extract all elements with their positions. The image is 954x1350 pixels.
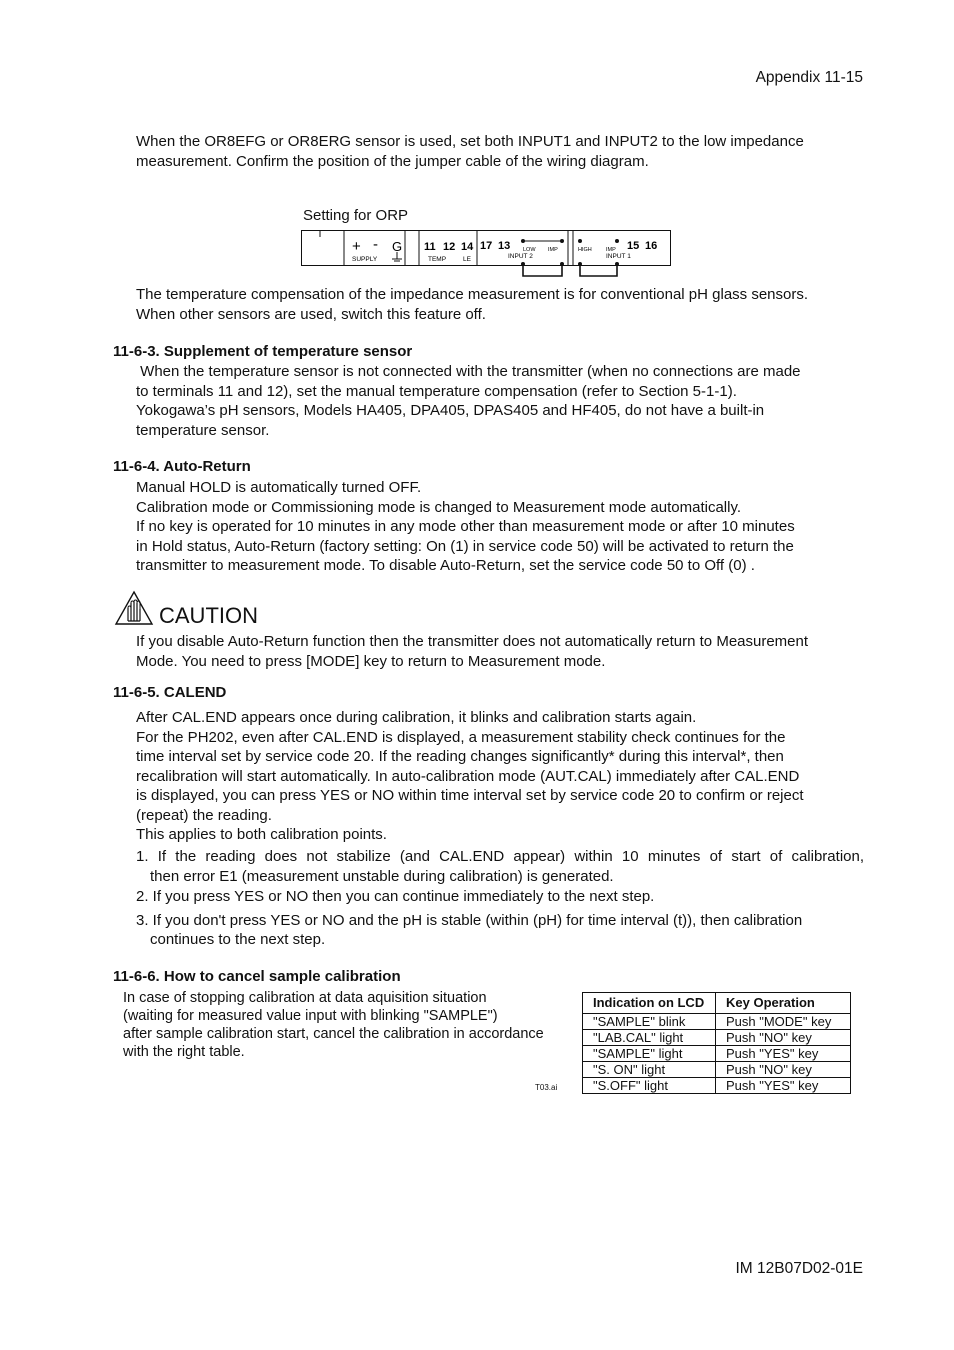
section-11-6-3-body: [136, 362, 801, 440]
table-cell: Push "MODE" key: [716, 1014, 851, 1030]
figure-ref: T03.ai: [535, 1083, 558, 1092]
intro-paragraph: [136, 132, 804, 171]
body-line: This applies to both calibration points.: [136, 826, 387, 843]
terminal-13: 13: [498, 240, 511, 252]
caution-title: CAUTION: [159, 603, 258, 628]
body-line: Mode. You need to press [MODE] key to return to Measurement mode.: [136, 652, 606, 670]
section-heading-11-6-6: 11-6-6. How to cancel sample calibration: [113, 968, 401, 985]
caution-hand-icon: [114, 590, 154, 626]
body-line: to terminals 11 and 12), set the manual temperature compensation (refer to Section 5-1-1).: [136, 382, 737, 400]
diagram-caption: Setting for ORP: [303, 207, 409, 224]
table-cell: Push "YES" key: [716, 1046, 851, 1062]
list-item: 1. If the reading does not stabilize (and CAL.END appear) within 10 minutes of start of calibration,: [136, 848, 864, 865]
intro-line: When the OR8EFG or OR8ERG sensor is used, set both INPUT1 and INPUT2 to the low impedance: [136, 133, 804, 150]
body-line: After CAL.END appears once during calibration, it blinks and calibration starts again.: [136, 709, 697, 726]
input2-label: INPUT 2: [508, 253, 533, 260]
table-cell: "S. ON" light: [583, 1062, 716, 1078]
body-line: in Hold status, Auto-Return (factory setting: On (1) in service code 50) will be activated to return the: [136, 537, 794, 555]
terminal-12: 12: [443, 241, 456, 253]
section-11-6-5-body: [136, 708, 864, 845]
tempcomp-paragraph: [136, 285, 808, 324]
minus-symbol: -: [373, 236, 378, 253]
body-line: after sample calibration start, cancel the calibration in accordance: [123, 1026, 544, 1042]
terminal-14: 14: [461, 241, 474, 253]
body-line: transmitter to measurement mode. To disable Auto-Return, set the service code 50 to Off (0) .: [136, 557, 755, 574]
terminal-17: 17: [480, 240, 493, 252]
body-line: temperature sensor.: [136, 421, 270, 439]
low-label: LOW: [523, 247, 536, 253]
plus-symbol: +: [352, 238, 361, 255]
table-row: [583, 1030, 851, 1046]
body-line: Manual HOLD is automatically turned OFF.: [136, 479, 422, 496]
body-line: If no key is operated for 10 minutes in any mode other than measurement mode or after 10 minutes: [136, 518, 795, 535]
table-row: [583, 1078, 851, 1094]
body-line: Yokogawa’s pH sensors, Models HA405, DPA405, DPAS405 and HF405, do not have a built-in: [136, 402, 765, 419]
section-11-6-6-body: [123, 989, 544, 1061]
body-line: When the temperature sensor is not connected with the transmitter (when no connections are made: [136, 363, 801, 380]
body-line: If you disable Auto-Return function then the transmitter does not automatically return to Measurement: [136, 633, 809, 650]
jumper-pin: [521, 239, 525, 243]
temp-label: TEMP: [428, 256, 447, 263]
table-header-cell: Key Operation: [716, 993, 851, 1014]
table-row: [583, 1046, 851, 1062]
table-header-cell: Indication on LCD: [583, 993, 716, 1014]
section-heading-11-6-3: 11-6-3. Supplement of temperature sensor: [113, 343, 413, 360]
body-line: (waiting for measured value input with blinking "SAMPLE"): [123, 1008, 498, 1024]
section-heading-11-6-5: 11-6-5. CALEND: [113, 684, 227, 701]
list-item-continuation: then error E1 (measurement unstable during calibration) is generated.: [150, 867, 614, 885]
body-line: For the PH202, even after CAL.END is displayed, a measurement stability check continues for the: [136, 728, 786, 746]
imp1-label: IMP: [606, 247, 616, 253]
imp-label: IMP: [548, 247, 558, 253]
table-row: [583, 1014, 851, 1030]
body-line: time interval set by service code 20. If the reading changes significantly* during this interval*, then: [136, 748, 784, 765]
table-cell: "SAMPLE" light: [583, 1046, 716, 1062]
list-item: 2. If you press YES or NO then you can continue immediately to the next step.: [136, 888, 655, 905]
list-item-continuation: continues to the next step.: [150, 931, 326, 948]
page-header: Appendix 11-15: [755, 69, 863, 86]
table-cell: Push "YES" key: [716, 1078, 851, 1094]
section-heading-11-6-4: 11-6-4. Auto-Return: [113, 458, 251, 475]
intro-line: measurement. Confirm the position of the jumper cable of the wiring diagram.: [136, 152, 649, 170]
terminal-15: 15: [627, 240, 640, 252]
list-item: 3. If you don't press YES or NO and the pH is stable (within (pH) for time interval (t)), then calibration: [136, 911, 803, 929]
le-label: LE: [463, 256, 471, 263]
table-cell: "SAMPLE" blink: [583, 1014, 716, 1030]
body-line: with the right table.: [123, 1044, 245, 1060]
input1-label: INPUT 1: [606, 253, 631, 260]
high-label: HIGH: [578, 247, 592, 253]
table-row: [583, 1062, 851, 1078]
table-cell: Push "NO" key: [716, 1062, 851, 1078]
table-cell: "LAB.CAL" light: [583, 1030, 716, 1046]
caution-body: [136, 632, 808, 671]
terminal-wiring-diagram: [300, 228, 675, 280]
body-line: In case of stopping calibration at data aquisition situation: [123, 990, 487, 1006]
tempcomp-line: When other sensors are used, switch this feature off.: [136, 305, 486, 323]
supply-label: SUPPLY: [352, 256, 378, 263]
terminal-16: 16: [645, 240, 658, 252]
jumper-pin: [615, 239, 619, 243]
table-cell: "S.OFF" light: [583, 1078, 716, 1094]
jumper-pin: [560, 239, 564, 243]
body-line: is displayed, you can press YES or NO within time interval set by service code 20 to confirm or reject: [136, 787, 804, 804]
page-footer: IM 12B07D02-01E: [735, 1260, 863, 1277]
table-header-row: [583, 993, 851, 1014]
body-line: recalibration will start automatically. In auto-calibration mode (AUT.CAL) immediately after CAL.END: [136, 767, 800, 785]
cancel-calibration-table: [582, 992, 851, 1094]
calend-list: [136, 847, 864, 950]
ground-label: G: [392, 239, 403, 254]
table-cell: Push "NO" key: [716, 1030, 851, 1046]
body-line: (repeat) the reading.: [136, 806, 272, 824]
tempcomp-line: The temperature compensation of the impedance measurement is for conventional pH glass sensors.: [136, 286, 809, 303]
jumper-pin: [578, 239, 582, 243]
terminal-11: 11: [424, 241, 436, 253]
section-11-6-4-body: [136, 478, 795, 576]
body-line: Calibration mode or Commissioning mode is changed to Measurement mode automatically.: [136, 498, 742, 516]
